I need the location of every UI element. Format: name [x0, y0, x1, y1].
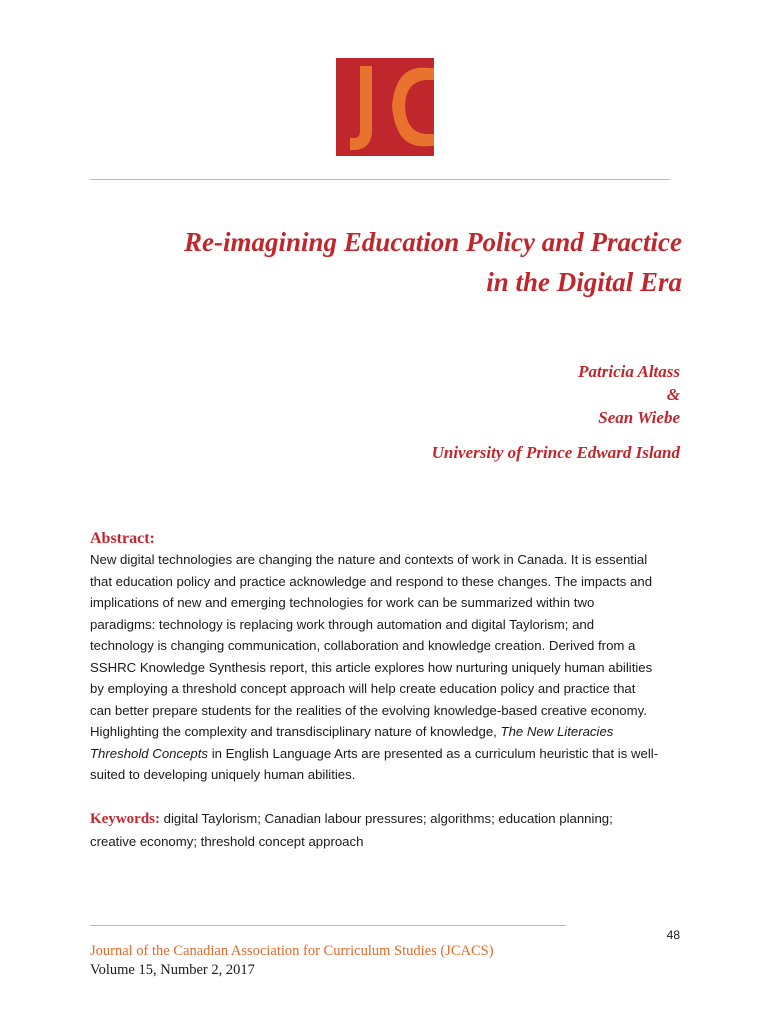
abstract-line: technology is changing communication, collaboration and knowledge creation. Derived from a	[90, 638, 636, 653]
abstract-line: can better prepare students for the realities of the evolving knowledge-based creative economy.	[90, 702, 647, 718]
keywords-label	[90, 811, 160, 827]
abstract-line: suited to developing uniquely human abilities.	[90, 767, 356, 782]
abstract-line: that education policy and practice acknowledge and respond to these changes. The impacts and	[90, 573, 653, 589]
abstract-line	[90, 743, 690, 765]
keywords-label-colon: :	[155, 811, 160, 827]
article-title	[90, 222, 682, 302]
abstract-line-text: in English Language Arts are presented as a curriculum heuristic that is well-	[208, 745, 659, 761]
journal-volume: Volume 15, Number 2, 2017	[90, 962, 255, 978]
footer-divider	[90, 925, 566, 926]
abstract-line: paradigms: technology is replacing work through automation and digital Taylorism; and	[90, 616, 595, 632]
article-title-line-2: in the Digital Era	[486, 267, 682, 297]
keywords-text: digital Taylorism; Canadian labour pressures; algorithms; education planning;	[160, 811, 613, 826]
book-title-italic: The New Literacies	[500, 724, 614, 739]
keywords-label-text: Keywords	[90, 811, 155, 827]
page-number: 48	[666, 928, 680, 942]
author-first: Patricia Altass	[578, 362, 680, 381]
keywords-section	[90, 808, 690, 852]
header-divider	[90, 179, 670, 180]
abstract-line	[90, 721, 690, 743]
journal-name: Journal of the Canadian Association for Curriculum Studies (JCACS)	[90, 943, 494, 959]
article-title-line-1: Re-imagining Education Policy and Practice	[184, 227, 682, 257]
abstract-line: by employing a threshold concept approach will help create education policy and practice that	[90, 681, 636, 696]
abstract-body	[90, 549, 690, 786]
jcacs-logo-glyph	[336, 58, 434, 156]
keywords-line	[90, 808, 690, 831]
author-second: Sean Wiebe	[598, 408, 680, 427]
author-list	[578, 360, 680, 429]
keywords-line: creative economy; threshold concept approach	[90, 833, 364, 849]
abstract-line: implications of new and emerging technologies for work can be summarized within two	[90, 595, 595, 610]
book-title-italic: Threshold Concepts	[90, 745, 209, 761]
jcacs-logo-icon	[336, 58, 434, 156]
abstract-line: New digital technologies are changing the nature and contexts of work in Canada. It is essential	[90, 552, 648, 567]
abstract-line-text: Highlighting the complexity and transdisciplinary nature of knowledge,	[90, 724, 501, 739]
author-affiliation: University of Prince Edward Island	[431, 443, 680, 462]
abstract-heading: Abstract:	[90, 530, 155, 547]
author-separator: &	[666, 385, 680, 404]
abstract-line: SSHRC Knowledge Synthesis report, this article explores how nurturing uniquely human abilities	[90, 659, 653, 675]
